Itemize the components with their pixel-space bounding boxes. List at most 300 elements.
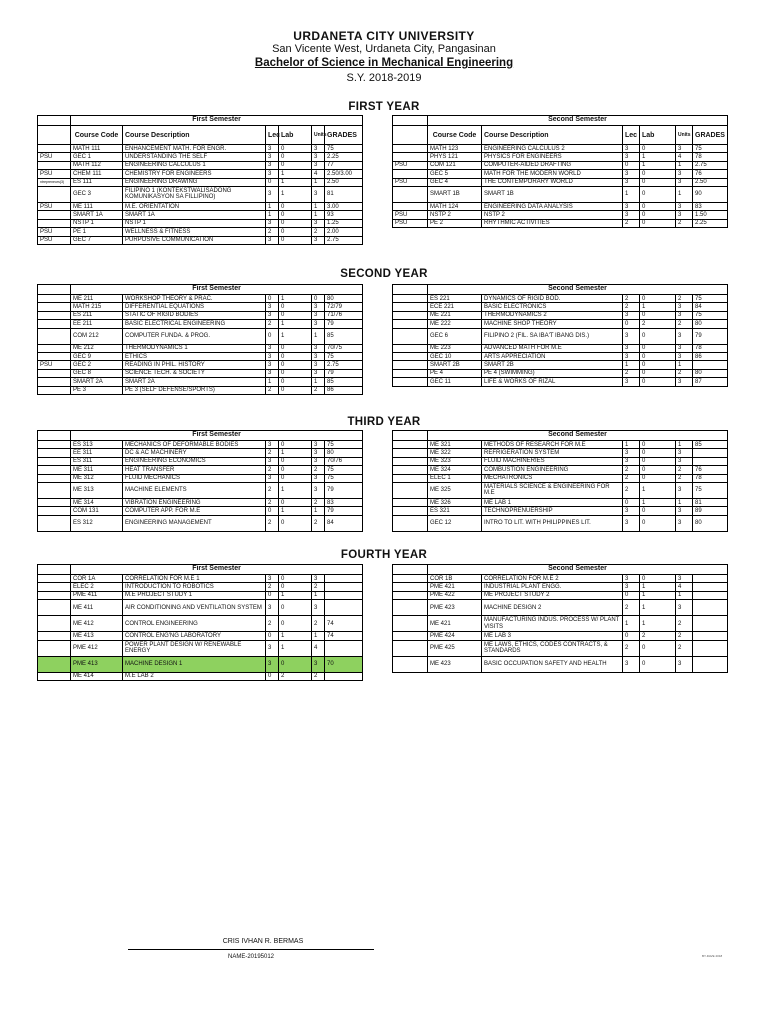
course-code: PHYS 121 — [428, 153, 482, 161]
course-code: ME 313 — [71, 482, 123, 498]
grade: 72/79 — [325, 303, 363, 311]
total-units: 3 — [312, 575, 325, 583]
total-units: 3 — [676, 303, 693, 311]
course-description: SMART 2A — [123, 378, 266, 386]
total-units: 3 — [312, 361, 325, 369]
lab-units: 0 — [279, 441, 312, 449]
grade: 85 — [693, 441, 728, 449]
grade: 81 — [325, 186, 363, 202]
lec-units: 1 — [266, 202, 279, 210]
lec-units: 2 — [623, 295, 640, 303]
total-units: 3 — [676, 211, 693, 219]
course-description: M.E. ORIENTATION — [123, 202, 266, 210]
lec-units: 0 — [266, 507, 279, 515]
course-description: STATIC OF RIGID BODIES — [123, 311, 266, 319]
lec-units: 1 — [623, 361, 640, 369]
course-code: ME 411 — [71, 600, 123, 616]
course-code: ME 212 — [71, 344, 123, 352]
campus-tag: PSU — [38, 202, 71, 210]
total-units: 3 — [312, 186, 325, 202]
course-row — [393, 328, 728, 344]
lec-units: 3 — [266, 161, 279, 169]
blank-cell — [393, 565, 428, 575]
course-code: EE 311 — [71, 449, 123, 457]
course-description: FILIPINO 2 (FIL. SA IBA'T IBANG DIS.) — [482, 328, 623, 344]
course-code: ME 414 — [71, 672, 123, 680]
course-description: M.E PROJECT STUDY 1 — [123, 591, 266, 599]
total-units: 3 — [676, 378, 693, 386]
course-description: WORKSHOP THEORY & PRAC. — [123, 295, 266, 303]
grade: 2.50 — [325, 178, 363, 186]
campus-tag — [38, 591, 71, 599]
course-description: FLUID MACHINERIES — [482, 457, 623, 465]
lec-units: 2 — [266, 320, 279, 328]
course-code: ME 323 — [428, 457, 482, 465]
course-row — [38, 507, 363, 515]
total-units: 3 — [676, 457, 693, 465]
course-code: ES 211 — [71, 311, 123, 319]
course-description: UNDERSTANDING THE SELF — [123, 153, 266, 161]
lec-units: 3 — [266, 186, 279, 202]
signature-line — [128, 949, 374, 950]
campus-tag — [393, 600, 428, 616]
course-description: LIFE & WORKS OF RIZAL — [482, 378, 623, 386]
course-row — [38, 344, 363, 352]
course-row — [393, 441, 728, 449]
course-row — [393, 378, 728, 386]
lab-units: 0 — [279, 228, 312, 236]
program-title: Bachelor of Science in Mechanical Engineering — [254, 57, 514, 69]
grade: 2.75 — [693, 161, 728, 169]
lab-units: 1 — [640, 583, 676, 591]
course-code: PME 411 — [71, 591, 123, 599]
total-units: 3 — [312, 145, 325, 153]
total-units: 2 — [676, 640, 693, 656]
grade: 75 — [325, 441, 363, 449]
campus-tag — [393, 170, 428, 178]
total-units: 3 — [676, 507, 693, 515]
lab-units: 0 — [640, 219, 676, 227]
lab-units: 1 — [640, 482, 676, 498]
semester-title: Second Semester — [428, 285, 728, 295]
lab-units: 0 — [640, 344, 676, 352]
grade: 2.50/3.00 — [325, 170, 363, 178]
course-row — [38, 575, 363, 583]
lec-units: 3 — [266, 236, 279, 244]
grade: 87 — [693, 378, 728, 386]
lec-units: 3 — [623, 352, 640, 360]
grade: 74 — [325, 632, 363, 640]
total-units: 3 — [312, 320, 325, 328]
grade: 90 — [693, 186, 728, 202]
course-row — [393, 352, 728, 360]
grade: 83 — [325, 498, 363, 506]
lab-units: 0 — [640, 515, 676, 531]
lec-units: 3 — [266, 361, 279, 369]
grade: 75 — [325, 466, 363, 474]
total-units: 1 — [312, 632, 325, 640]
grade: 85 — [325, 328, 363, 344]
lec-units: 3 — [623, 145, 640, 153]
course-row — [38, 482, 363, 498]
course-row — [393, 515, 728, 531]
lab-units: 2 — [640, 320, 676, 328]
campus-tag: PSU — [393, 211, 428, 219]
blank-cell — [38, 285, 71, 295]
course-code: ME 111 — [71, 202, 123, 210]
campus-tag — [38, 498, 71, 506]
course-description: NSTP 2 — [482, 211, 623, 219]
course-code: ME 325 — [428, 482, 482, 498]
lab-units: 0 — [640, 474, 676, 482]
course-description: SMART 2B — [482, 361, 623, 369]
course-row — [393, 303, 728, 311]
lec-units: 3 — [266, 344, 279, 352]
lab-units: 0 — [640, 640, 676, 656]
lab-units: 0 — [640, 507, 676, 515]
grade: 81 — [693, 498, 728, 506]
grade: 89 — [693, 507, 728, 515]
total-units: 3 — [676, 170, 693, 178]
grade: 70/75 — [325, 344, 363, 352]
lab-units: 0 — [640, 186, 676, 202]
grade: 70 — [325, 656, 363, 672]
total-units: 1 — [312, 507, 325, 515]
grade — [325, 640, 363, 656]
total-units: 4 — [676, 153, 693, 161]
course-row — [393, 369, 728, 377]
lab-units: 0 — [279, 344, 312, 352]
lab-units: 0 — [279, 600, 312, 616]
year-title: THIRD YEAR — [347, 416, 421, 428]
lec-units: 2 — [623, 369, 640, 377]
course-row — [38, 449, 363, 457]
year-title: SECOND YEAR — [340, 268, 428, 280]
lab-units: 1 — [279, 482, 312, 498]
grade: 78 — [693, 153, 728, 161]
course-row — [38, 228, 363, 236]
blank-cell — [38, 431, 71, 441]
lab-units: 1 — [279, 640, 312, 656]
course-code: NSTP 1 — [71, 219, 123, 227]
course-code: ECE 221 — [428, 303, 482, 311]
course-code: ES 313 — [71, 441, 123, 449]
lec-units: 3 — [266, 311, 279, 319]
campus-tag — [38, 145, 71, 153]
course-description: PE 3 (SELF DEFENSE/SPORTS) — [123, 386, 266, 394]
total-units: 2 — [676, 616, 693, 632]
grade: 80 — [693, 369, 728, 377]
total-units: 0 — [312, 295, 325, 303]
total-units: 3 — [676, 145, 693, 153]
course-code: PME 425 — [428, 640, 482, 656]
lab-units: 0 — [279, 352, 312, 360]
course-row — [38, 219, 363, 227]
course-code: COR 1A — [71, 575, 123, 583]
grade — [693, 656, 728, 672]
total-units: 3 — [312, 344, 325, 352]
grade: 75 — [325, 145, 363, 153]
course-code: ME 423 — [428, 656, 482, 672]
total-units: 3 — [676, 344, 693, 352]
lec-units: 3 — [623, 170, 640, 178]
lec-units: 2 — [623, 482, 640, 498]
lab-units: 2 — [279, 672, 312, 680]
lec-units: 0 — [266, 591, 279, 599]
course-code: MATH 112 — [71, 161, 123, 169]
lab-units: 0 — [640, 441, 676, 449]
campus-tag: PSU — [38, 228, 71, 236]
course-description: MACHINE SHOP THEORY — [482, 320, 623, 328]
grade: 70/76 — [325, 457, 363, 465]
course-description: AIR CONDITIONING AND VENTILATION SYSTEM — [123, 600, 266, 616]
semester-title: Second Semester — [428, 431, 728, 441]
course-code: GEC 9 — [71, 352, 123, 360]
course-code: SMART 2A — [71, 378, 123, 386]
lab-units: 0 — [640, 449, 676, 457]
course-description: MECHANICS OF DEFORMABLE BODIES — [123, 441, 266, 449]
lec-header: Lec — [266, 126, 279, 145]
lec-units: 2 — [623, 303, 640, 311]
course-row — [38, 672, 363, 680]
total-units: 1 — [312, 211, 325, 219]
campus-tag — [38, 161, 71, 169]
lec-units: 3 — [623, 515, 640, 531]
lec-units: 3 — [623, 202, 640, 210]
lec-units: 3 — [266, 600, 279, 616]
course-code: EE 211 — [71, 320, 123, 328]
total-units: 1 — [676, 161, 693, 169]
course-code: GEC 1 — [71, 153, 123, 161]
course-row — [393, 170, 728, 178]
first-semester-table — [37, 115, 363, 245]
course-row — [393, 153, 728, 161]
total-units: 2 — [676, 219, 693, 227]
campus-tag: PSU — [393, 219, 428, 227]
lec-units: 3 — [623, 656, 640, 672]
lab-units: 0 — [640, 178, 676, 186]
total-units: 3 — [312, 369, 325, 377]
campus-tag — [38, 583, 71, 591]
lab-units: 0 — [640, 378, 676, 386]
lec-units: 0 — [623, 320, 640, 328]
total-units: 3 — [312, 236, 325, 244]
course-code: GEC 12 — [428, 515, 482, 531]
campus-tag — [38, 186, 71, 202]
lec-units: 2 — [266, 449, 279, 457]
course-row — [38, 202, 363, 210]
grade: 3.00 — [325, 202, 363, 210]
course-description: METHODS OF RESEARCH FOR M.E — [482, 441, 623, 449]
course-row — [38, 145, 363, 153]
campus-tag — [393, 378, 428, 386]
total-units: 3 — [676, 656, 693, 672]
course-row — [393, 311, 728, 319]
lab-units: 1 — [640, 161, 676, 169]
lab-units: 1 — [279, 295, 312, 303]
total-units: 2 — [312, 228, 325, 236]
total-units: 2 — [676, 320, 693, 328]
course-code: COM 212 — [71, 328, 123, 344]
lec-units: 2 — [266, 482, 279, 498]
course-code: SMART 1A — [71, 211, 123, 219]
course-code: PME 423 — [428, 600, 482, 616]
campus-tag — [38, 632, 71, 640]
lec-units: 3 — [266, 303, 279, 311]
grade: 76 — [693, 170, 728, 178]
lec-units: 3 — [266, 640, 279, 656]
lab-units: 0 — [640, 202, 676, 210]
campus-tag — [38, 219, 71, 227]
course-row — [393, 591, 728, 599]
lec-units: 3 — [623, 311, 640, 319]
total-units: 3 — [312, 219, 325, 227]
campus-tag — [393, 591, 428, 599]
course-description: FILIPINO 1 (KONTEKSTWALISADONG KOMUNIKASYON SA FILLIPINO) — [123, 186, 266, 202]
course-code: GEC 5 — [428, 170, 482, 178]
lec-units: 2 — [266, 228, 279, 236]
lab-units: 1 — [640, 153, 676, 161]
course-row — [393, 632, 728, 640]
grade: 86 — [693, 352, 728, 360]
lab-units: 0 — [640, 361, 676, 369]
campus-tag — [38, 441, 71, 449]
grade — [693, 616, 728, 632]
course-description: MECHATRONICS — [482, 474, 623, 482]
lec-units: 3 — [623, 153, 640, 161]
lec-units: 3 — [623, 449, 640, 457]
lab-units: 0 — [640, 170, 676, 178]
course-code: GEC 11 — [428, 378, 482, 386]
course-row — [38, 161, 363, 169]
total-units: 3 — [676, 328, 693, 344]
lab-units: 0 — [640, 656, 676, 672]
lec-units: 1 — [623, 441, 640, 449]
blank-cell — [393, 116, 428, 126]
campus-tag — [393, 295, 428, 303]
total-units: 1 — [312, 202, 325, 210]
course-description: CONTROL ENG'NG LABORATORY — [123, 632, 266, 640]
lec-units: 3 — [266, 369, 279, 377]
lec-units: 3 — [266, 441, 279, 449]
lec-units: 0 — [266, 632, 279, 640]
campus-tag: PSU — [38, 236, 71, 244]
lab-units: 0 — [279, 219, 312, 227]
lab-units: 0 — [640, 466, 676, 474]
grade: 2.75 — [325, 361, 363, 369]
lec-units: 3 — [266, 145, 279, 153]
course-description: REFRIGERATION SYSTEM — [482, 449, 623, 457]
course-description: TECHNOPRENUERSHIP — [482, 507, 623, 515]
total-units: 3 — [676, 352, 693, 360]
grade — [325, 583, 363, 591]
course-description: CONTROL ENGINEERING — [123, 616, 266, 632]
lab-units: 0 — [279, 153, 312, 161]
school-year: S.Y. 2018-2019 — [346, 72, 422, 84]
first-semester-table — [37, 564, 363, 681]
course-row — [393, 344, 728, 352]
lec-units: 3 — [623, 378, 640, 386]
second-semester-table — [392, 115, 728, 228]
course-description: CORRELATION FOR M.E 1 — [123, 575, 266, 583]
campus-tag — [38, 344, 71, 352]
total-units: 2 — [312, 466, 325, 474]
course-description: DYNAMICS OF RIGID BOD. — [482, 295, 623, 303]
lab-units: 1 — [640, 616, 676, 632]
total-units: 4 — [312, 170, 325, 178]
campus-tag — [393, 441, 428, 449]
grade: 79 — [693, 328, 728, 344]
total-units: 2 — [312, 583, 325, 591]
course-description: SCIENCE TECH. & SOCIETY — [123, 369, 266, 377]
course-row — [393, 161, 728, 169]
course-description: DIFFERENTIAL EQUATIONS — [123, 303, 266, 311]
lec-units: 3 — [266, 457, 279, 465]
lab-units: 0 — [279, 386, 312, 394]
lab-units: 0 — [640, 352, 676, 360]
total-units: 3 — [676, 449, 693, 457]
course-row — [38, 591, 363, 599]
grade — [325, 672, 363, 680]
course-description: ARTS APPRECIATION — [482, 352, 623, 360]
total-units: 1 — [312, 591, 325, 599]
total-units: 2 — [312, 498, 325, 506]
lab-units: 0 — [279, 616, 312, 632]
grade: 1.50 — [693, 211, 728, 219]
course-row — [393, 457, 728, 465]
course-row — [38, 474, 363, 482]
total-units: 3 — [312, 457, 325, 465]
course-row — [38, 178, 363, 186]
signature-name: CRIS IVHAN R. BERMAS — [222, 938, 304, 945]
campus-tag — [38, 303, 71, 311]
course-row — [393, 474, 728, 482]
grade: 79 — [325, 369, 363, 377]
lab-units: 0 — [640, 311, 676, 319]
course-description: INDUSTRIAL PLANT ENGG. — [482, 583, 623, 591]
campus-tag — [393, 145, 428, 153]
course-code: GEC 10 — [428, 352, 482, 360]
year-title: FOURTH YEAR — [340, 549, 428, 561]
course-row — [38, 656, 363, 672]
total-units: 1 — [676, 441, 693, 449]
semester-title: First Semester — [71, 565, 363, 575]
lab-units: 0 — [279, 583, 312, 591]
total-units: 1 — [676, 591, 693, 599]
lec-units: 0 — [623, 632, 640, 640]
lec-units: 2 — [266, 498, 279, 506]
total-units: 3 — [312, 352, 325, 360]
total-units: 3 — [312, 161, 325, 169]
grade: 2.75 — [325, 236, 363, 244]
course-row — [393, 466, 728, 474]
course-description: VIBRATION ENGINEERING — [123, 498, 266, 506]
lab-units: 0 — [640, 145, 676, 153]
course-row — [393, 482, 728, 498]
lab-units: 1 — [279, 632, 312, 640]
course-code: ME 321 — [428, 441, 482, 449]
course-code: ME 413 — [71, 632, 123, 640]
grades-header: GRADES — [693, 126, 728, 145]
campus-tag — [393, 202, 428, 210]
lab-units: 0 — [279, 575, 312, 583]
lab-units: 0 — [279, 211, 312, 219]
course-row — [393, 361, 728, 369]
campus-tag — [393, 656, 428, 672]
total-units: 3 — [676, 600, 693, 616]
total-units: 2 — [676, 474, 693, 482]
campus-tag — [393, 369, 428, 377]
